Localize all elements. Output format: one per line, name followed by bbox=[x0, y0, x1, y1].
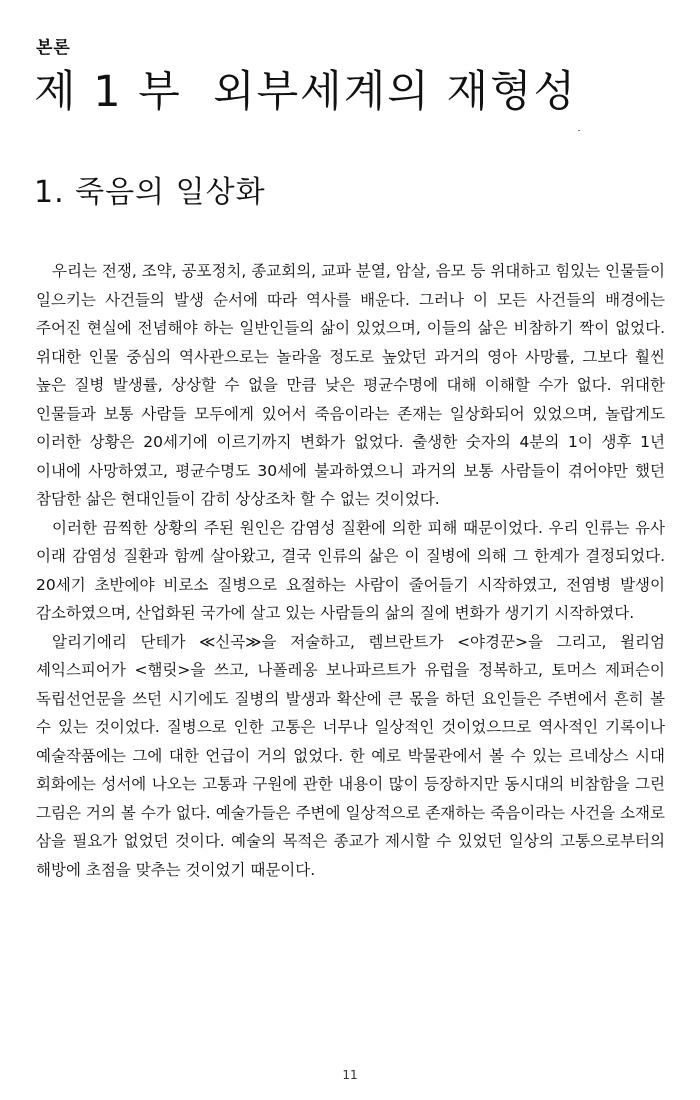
paragraph: 알리기에리 단테가 ≪신곡≫을 저술하고, 렘브란트가 <야경꾼>을 그리고, 윌리엄 셰익스피어가 <햄릿>을 쓰고, 나폴레옹 보나파르트가 유럽을 정복하고, 토머스 제퍼슨이 독립선언문을 쓰던 시기에도 질병의 발생과 확산에 큰 몫을 하던 요인들은 주변에서 흔히 볼 수 있는 것이었다. 질병으로 인한 고통은 너무나 일상적인 것이었으므로 역사적인 기록이나 예술작품에는 그에 대한 언급이 거의 없었다. 한 예로 박물관에서 볼 수 있는 르네상스 시대 회화에는 성서에 나오는 고통과 구원에 관한 내용이 많이 등장하지만 동시대의 비참함을 그린 그림은 거의 볼 수가 없다. 예술가들은 주변에 일상적으로 존재하는 죽음이라는 사건을 소재로 삼을 필요가 없었던 것이다. 예술의 목적은 종교가 제시할 수 있었던 일상의 고통으로부터의 해방에 초점을 맞추는 것이었기 때문이다. bbox=[36, 632, 665, 879]
paragraph: 이러한 끔찍한 상황의 주된 원인은 감염성 질환에 의한 피해 때문이었다. 우리 인류는 유사 이래 감염성 질환과 함께 살아왔고, 결국 인류의 삶은 이 질병에 의해 그 한계가 결정되었다. 20세기 초반에야 비로소 질병으로 요절하는 사람이 줄어들기 시작하였고, 전염병 발생이 감소하였으며, 산업화된 국가에 살고 있는 사람들의 삶의 질에 변화가 생기기 시작하였다. bbox=[36, 518, 665, 622]
paragraph: 우리는 전쟁, 조약, 공포정치, 종교회의, 교파 분열, 암살, 음모 등 위대하고 힘있는 인물들이 일으키는 사건들의 발생 순서에 따라 역사를 배운다. 그러나 이 모든 사건들의 배경에는 주어진 현실에 전념해야 하는 일반인들의 삶이 있었으며, 이들의 삶은 비참하기 짝이 없었다. 위대한 인물 중심의 역사관으로는 놀라울 정도로 높았던 과거의 영아 사망률, 그보다 훨씬 높은 질병 발생률, 상상할 수 없을 만큼 낮은 평균수명에 대해 이해할 수가 없다. 위대한 인물들과 보통 사람들 모두에게 있어서 죽음이라는 존재는 일상화되어 있었으며, 놀랍게도 이러한 상황은 20세기에 이르기까지 변화가 없었다. 출생한 숫자의 4분의 1이 생후 1년 이내에 사망하였고, 평균수명도 30세에 불과하였으니 과거의 보통 사람들이 겪어야만 했던 참담한 삶은 현대인들이 감히 상상조차 할 수 없는 것이었다. bbox=[36, 262, 665, 508]
chapter-title: 1. 죽음의 일상화 bbox=[34, 175, 266, 210]
section-label: 본론 bbox=[36, 38, 71, 58]
part-title: 제 1 부 외부세계의 재형성 bbox=[34, 67, 578, 117]
page-number: 11 bbox=[342, 1068, 358, 1082]
body-text bbox=[36, 257, 665, 884]
scan-speck bbox=[578, 130, 580, 131]
